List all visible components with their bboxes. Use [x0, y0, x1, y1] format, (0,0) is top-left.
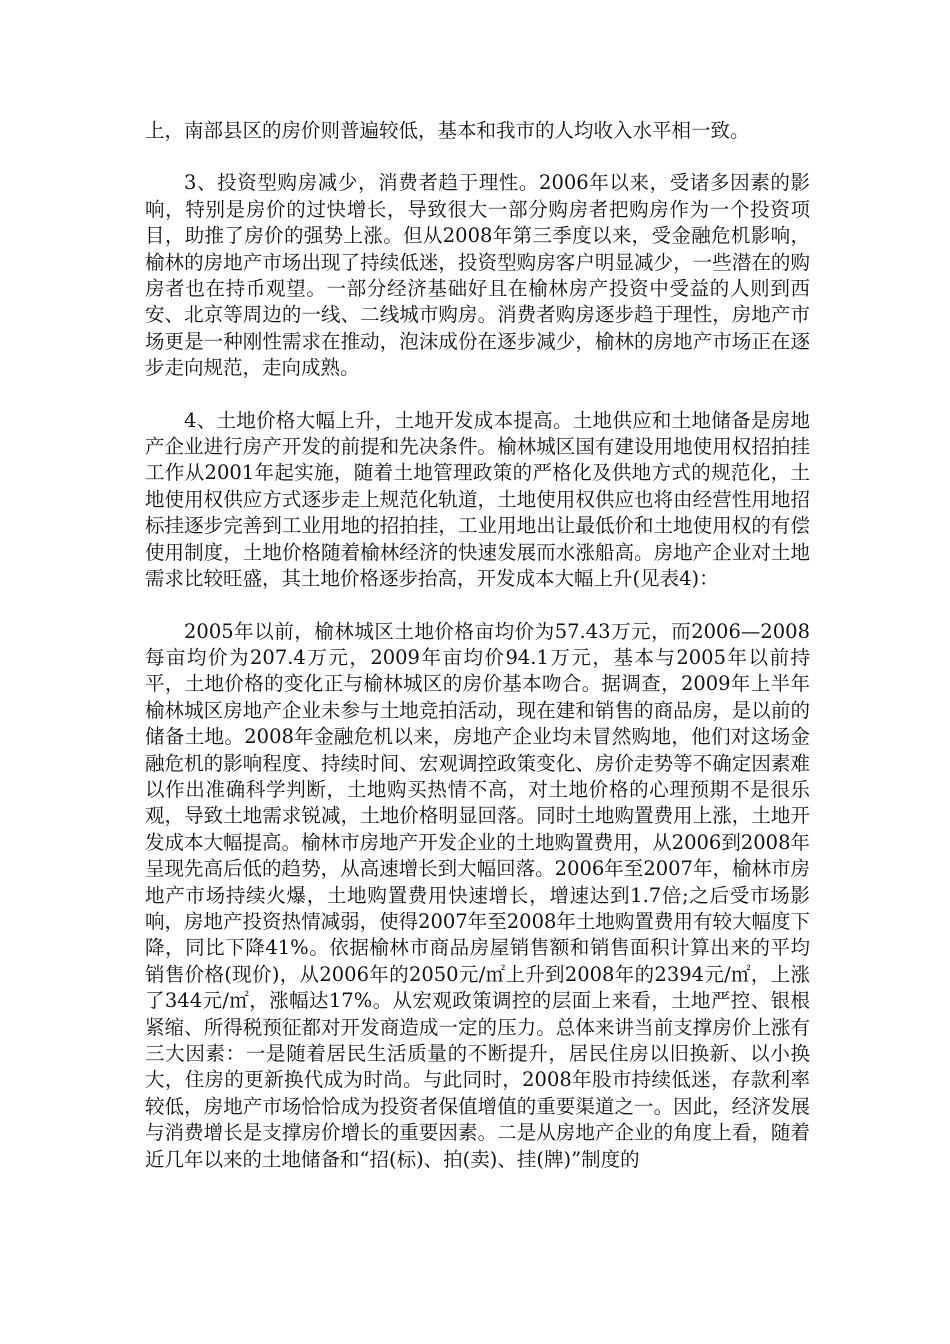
paragraph-land-price: 4、土地价格大幅上升，土地开发成本提高。土地供应和土地储备是房地产企业进行房产开发的前提和先决条件。榆林城区国有建设用地使用权招拍挂工作从2001年起实施，随着土地管理政策的严格化及供地方式的规范化，土地使用权供应方式逐步走上规范化轨道，土地使用权供应也将由经营性用地招标挂逐步完善到工业用地的招拍挂，工业用地出让最低价和土地使用权的有偿使用制度，土地价格随着榆林经济的快速发展而水涨船高。房地产企业对土地需求比较旺盛，其土地价格逐步抬高，开发成本大幅上升(见表4)：	[145, 408, 810, 591]
paragraph-continued: 上，南部县区的房价则普遍较低，基本和我市的人均收入水平相一致。	[145, 119, 750, 142]
paragraph-land-price-analysis: 2005年以前，榆林城区土地价格亩均价为57.43万元，而2006—2008每亩均价为207.4万元，2009年亩均价94.1万元，基本与2005年以前持平，土地价格的变化正与榆林城区的房价基本吻合。据调查，2009年上半年榆林城区房地产企业未参与土地竞拍活动，现在建和销售的商品房，是以前的储备土地。2008年金融危机以来，房地产企业均未冒然购地，他们对这场金融危机的影响程度、持续时间、宏观调控政策变化、房价走势等不确定因素难以作出准确科学判断，土地购买热情不高，对土地价格的心理预期不是很乐观，导致土地需求锐减，土地价格明显回落。同时土地购置费用上涨，土地开发成本大幅提高。榆林市房地产开发企业的土地购置费用，从2006到2008年呈现先高后低的趋势，从高速增长到大幅回落。2006年至2007年，榆林市房地产市场持续火爆，土地购置费用快速增长，增速达到1.7倍;之后受市场影响，房地产投资热情减弱，使得2007年至2008年土地购置费用有较大幅度下降，同比下降41%。依据榆林市商品房屋销售额和销售面积计算出来的平均销售价格(现价)，从2006年的2050元/㎡上升到2008年的2394元/㎡，上涨了344元/㎡，涨幅达17%。从宏观政策调控的层面上来看，土地严控、银根紧缩、所得税预征都对开发商造成一定的压力。总体来讲当前支撑房价上涨有三大因素：一是随着居民生活质量的不断提升，居民住房以旧换新、以小换大，住房的更新换代成为时尚。与此同时，2008年股市持续低迷，存款利率较低，房地产市场恰恰成为投资者保值增值的重要渠道之一。因此，经济发展与消费增长是支撑房价增长的重要因素。二是从房地产企业的角度上看，随着近几年以来的土地储备和“招(标)、拍(卖)、挂(牌)”制度的	[145, 619, 810, 1171]
paragraph-investment-purchase: 3、投资型购房减少，消费者趋于理性。2006年以来，受诸多因素的影响，特别是房价的过快增长，导致很大一部分购房者把购房作为一个投资项目，助推了房价的强势上涨。但从2008年第三季度以来，受金融危机影响，榆林的房地产市场出现了持续低迷，投资型购房客户明显减少，一些潜在的购房者也在持币观望。一部分经济基础好且在榆林房产投资中受益的人则到西安、北京等周边的一线、二线城市购房。消费者购房逐步趋于理性，房地产市场更是一种刚性需求在推动，泡沫成份在逐步减少，榆林的房地产市场正在逐步走向规范，走向成熟。	[145, 171, 810, 380]
document-page	[145, 118, 810, 1199]
